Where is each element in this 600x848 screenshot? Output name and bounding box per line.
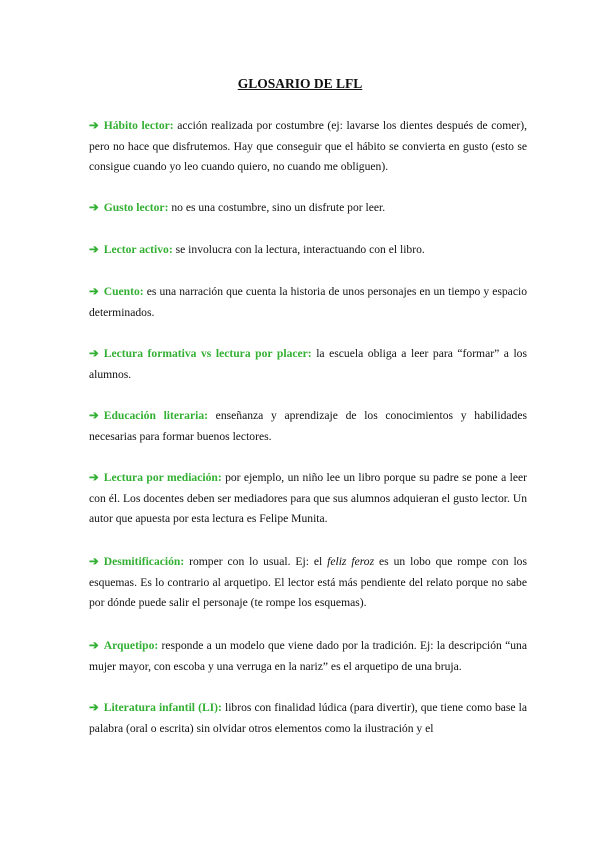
glossary-entry-gusto-lector xyxy=(89,198,527,219)
glossary-term: Lectura por mediación: xyxy=(103,471,222,484)
glossary-term: Literatura infantil (LI): xyxy=(103,701,222,714)
document-title: GLOSARIO DE LFL xyxy=(237,76,363,91)
arrow-icon: ➔ xyxy=(89,639,99,652)
glossary-definition: por ejemplo, un niño lee un libro porque su padre se pone a leer con él. Los docentes deben ser mediadores para que sus alumnos adquieran el gusto lector. Un autor que apuesta por esta lectura es Felipe Munita. xyxy=(89,471,528,525)
glossary-definition: enseñanza y aprendizaje de los conocimientos y habilidades necesarias para formar buenos lectores. xyxy=(89,409,527,443)
glossary-definition-part: romper con lo usual. Ej: el xyxy=(184,555,328,568)
glossary-definition: la escuela obliga a leer para “formar” a los alumnos. xyxy=(89,347,527,381)
glossary-entry-lectura-por-mediacion xyxy=(89,468,527,530)
arrow-icon: ➔ xyxy=(89,471,99,484)
arrow-icon: ➔ xyxy=(89,701,99,714)
glossary-entry-educacion-literaria xyxy=(89,406,527,447)
arrow-icon: ➔ xyxy=(89,243,99,256)
glossary-entry-desmitificacion xyxy=(89,552,527,614)
glossary-term: Educación literaria: xyxy=(103,409,208,422)
glossary-definition: es una narración que cuenta la historia de unos personajes en un tiempo y espacio determinados. xyxy=(89,285,527,319)
glossary-entry-lector-activo xyxy=(89,240,527,261)
glossary-term: Gusto lector: xyxy=(103,201,169,214)
glossary-entry-lectura-formativa xyxy=(89,344,527,385)
glossary-definition-part: es un lobo que rompe con los esquemas. Es lo contrario al arquetipo. El lector está más pendiente del relato porque no sabe por dónde puede salir el personaje (te rompe los esquemas). xyxy=(89,555,527,609)
glossary-definition: acción realizada por costumbre (ej: lavarse los dientes después de comer), pero no hace que disfrutemos. Hay que conseguir que el hábito se convierta en gusto (esto se consigue cuando yo leo cuando quiero, no cuando me obliguen). xyxy=(89,119,527,173)
arrow-icon: ➔ xyxy=(89,119,99,132)
glossary-term: Lectura formativa vs lectura por placer: xyxy=(103,347,312,360)
glossary-term: Cuento: xyxy=(103,285,144,298)
glossary-entry-habito-lector xyxy=(89,116,527,178)
glossary-term: Hábito lector: xyxy=(103,119,174,132)
glossary-entry-cuento xyxy=(89,282,527,323)
glossary-term: Arquetipo: xyxy=(103,639,159,652)
glossary-definition-italic: feliz feroz xyxy=(327,555,375,568)
glossary-entry-literatura-infantil xyxy=(89,698,527,739)
glossary-entry-arquetipo xyxy=(89,636,527,677)
glossary-definition: responde a un modelo que viene dado por la tradición. Ej: la descripción “una mujer mayor, con escoba y una verruga en la nariz” es el arquetipo de una bruja. xyxy=(89,639,527,673)
glossary-term: Lector activo: xyxy=(103,243,173,256)
arrow-icon: ➔ xyxy=(89,555,99,568)
arrow-icon: ➔ xyxy=(89,201,99,214)
arrow-icon: ➔ xyxy=(89,285,99,298)
glossary-term: Desmitificación: xyxy=(103,555,185,568)
glossary-definition: no es una costumbre, sino un disfrute por leer. xyxy=(168,201,386,214)
glossary-definition: libros con finalidad lúdica (para divertir), que tiene como base la palabra (oral o escrita) sin olvidar otros elementos como la ilustración y el xyxy=(89,701,528,735)
arrow-icon: ➔ xyxy=(89,409,99,422)
glossary-definition: se involucra con la lectura, interactuando con el libro. xyxy=(172,243,425,256)
arrow-icon: ➔ xyxy=(89,347,99,360)
